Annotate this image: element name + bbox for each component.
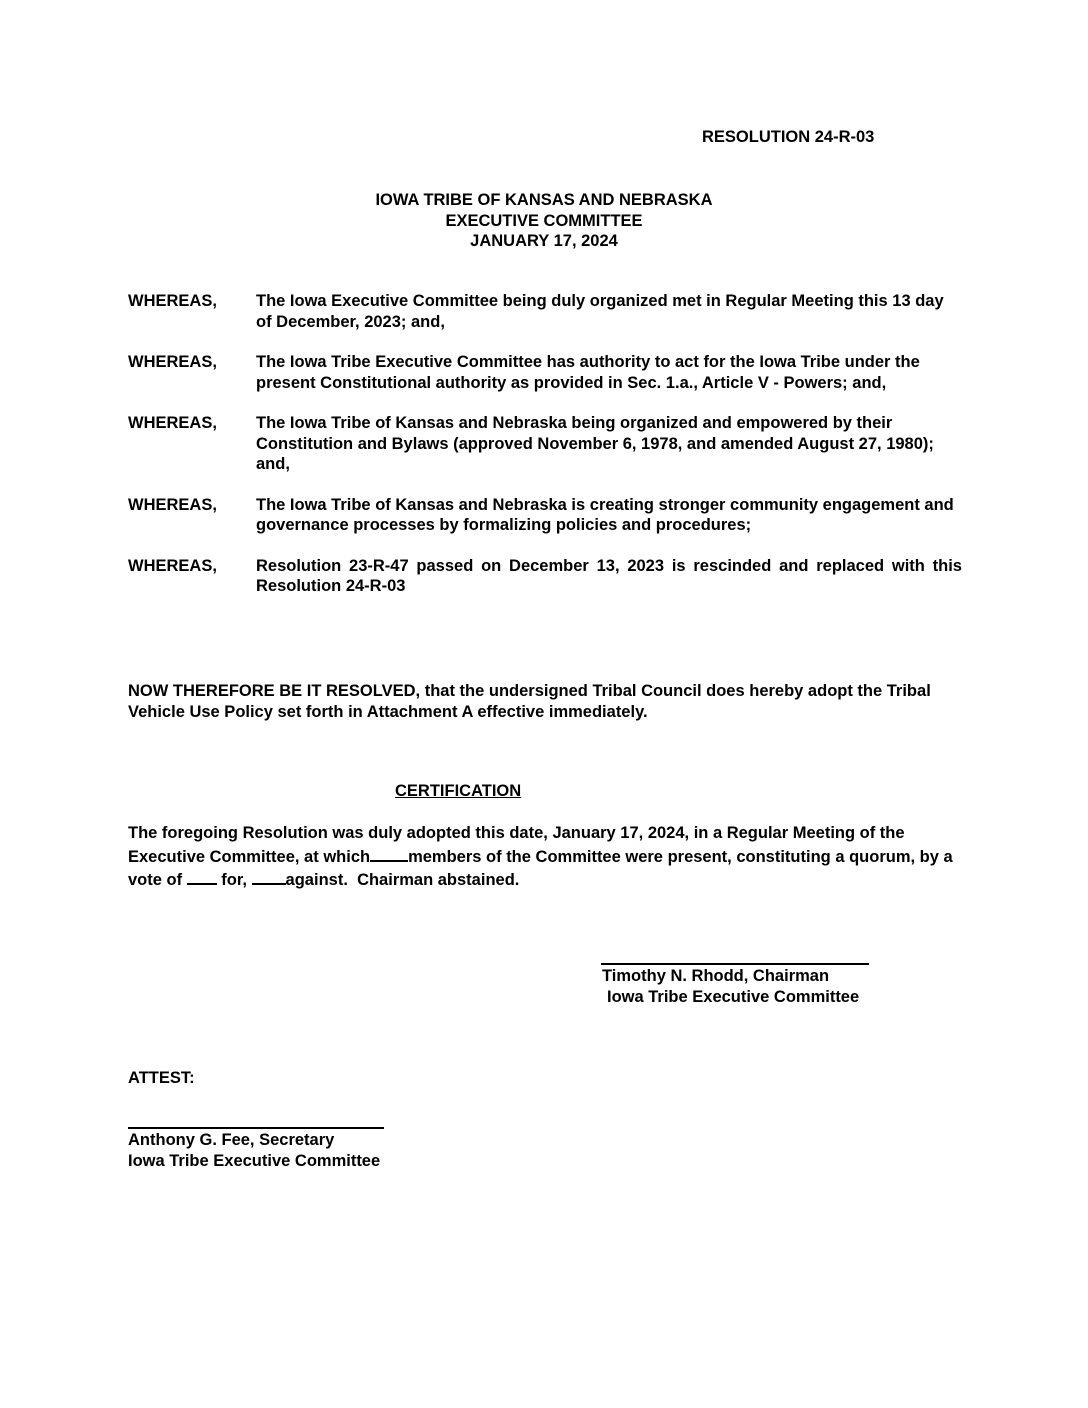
header-committee: EXECUTIVE COMMITTEE	[445, 211, 643, 230]
certification-text-3: for,	[221, 871, 247, 889]
whereas-text: The Iowa Executive Committee being duly organized met in Regular Meeting this 13 day of December, 2023; and,	[256, 292, 944, 331]
whereas-clause	[128, 291, 962, 332]
certification-text-1: The foregoing Resolution was duly adopted this date, January 17, 2024, in a Regular Meeting of the Executive Committee, at which	[128, 824, 905, 866]
whereas-clause	[128, 495, 962, 536]
whereas-text: The Iowa Tribe Executive Committee has authority to act for the Iowa Tribe under the present Constitutional authority as provided in Sec. 1.a., Article V - Powers; and,	[256, 353, 920, 392]
members-present-blank[interactable]	[370, 844, 408, 862]
resolution-number: RESOLUTION 24-R-03	[702, 128, 875, 146]
certification-text-4: against. Chairman abstained.	[285, 871, 520, 889]
chairman-signature-line[interactable]	[601, 963, 869, 965]
certification-title: CERTIFICATION	[395, 782, 522, 800]
whereas-label: WHEREAS,	[128, 495, 217, 514]
attest-label: ATTEST:	[128, 1069, 195, 1087]
header-tribe-name: IOWA TRIBE OF KANSAS AND NEBRASKA	[375, 191, 713, 209]
certification-body	[128, 823, 958, 891]
document-header	[0, 190, 1088, 252]
resolved-paragraph: NOW THEREFORE BE IT RESOLVED, that the undersigned Tribal Council does hereby adopt the Tribal Vehicle Use Policy set forth in Attachment A effective immediately.	[128, 682, 931, 721]
whereas-clause	[128, 556, 962, 597]
certification-text-2: members of the Committee were present, constituting a quorum, by a vote of	[128, 847, 953, 889]
whereas-label: WHEREAS,	[128, 556, 217, 575]
header-date: JANUARY 17, 2024	[470, 232, 618, 250]
whereas-clause	[128, 352, 962, 393]
chairman-name: Timothy N. Rhodd, Chairman	[602, 967, 830, 985]
whereas-text: The Iowa Tribe of Kansas and Nebraska being organized and empowered by their Constitution and Bylaws (approved November 6, 1978, and amended August 27, 1980); and,	[256, 414, 934, 473]
whereas-label: WHEREAS,	[128, 414, 217, 432]
whereas-text: The Iowa Tribe of Kansas and Nebraska is creating stronger community engagement and governance processes by formalizing policies and procedures;	[256, 495, 954, 534]
whereas-clause	[128, 413, 962, 475]
secretary-signature-line[interactable]	[128, 1127, 384, 1129]
votes-for-blank[interactable]	[187, 867, 217, 885]
whereas-clauses	[128, 291, 962, 617]
chairman-organization: Iowa Tribe Executive Committee	[607, 988, 860, 1006]
secretary-name: Anthony G. Fee, Secretary	[128, 1131, 335, 1149]
whereas-label: WHEREAS,	[128, 353, 217, 371]
whereas-label: WHEREAS,	[128, 292, 217, 310]
votes-against-blank[interactable]	[252, 867, 286, 885]
secretary-organization: Iowa Tribe Executive Committee	[128, 1152, 381, 1170]
whereas-text: Resolution 23-R-47 passed on December 13, 2023 is rescinded and replaced with this Resolution 24-R-03	[256, 556, 962, 595]
